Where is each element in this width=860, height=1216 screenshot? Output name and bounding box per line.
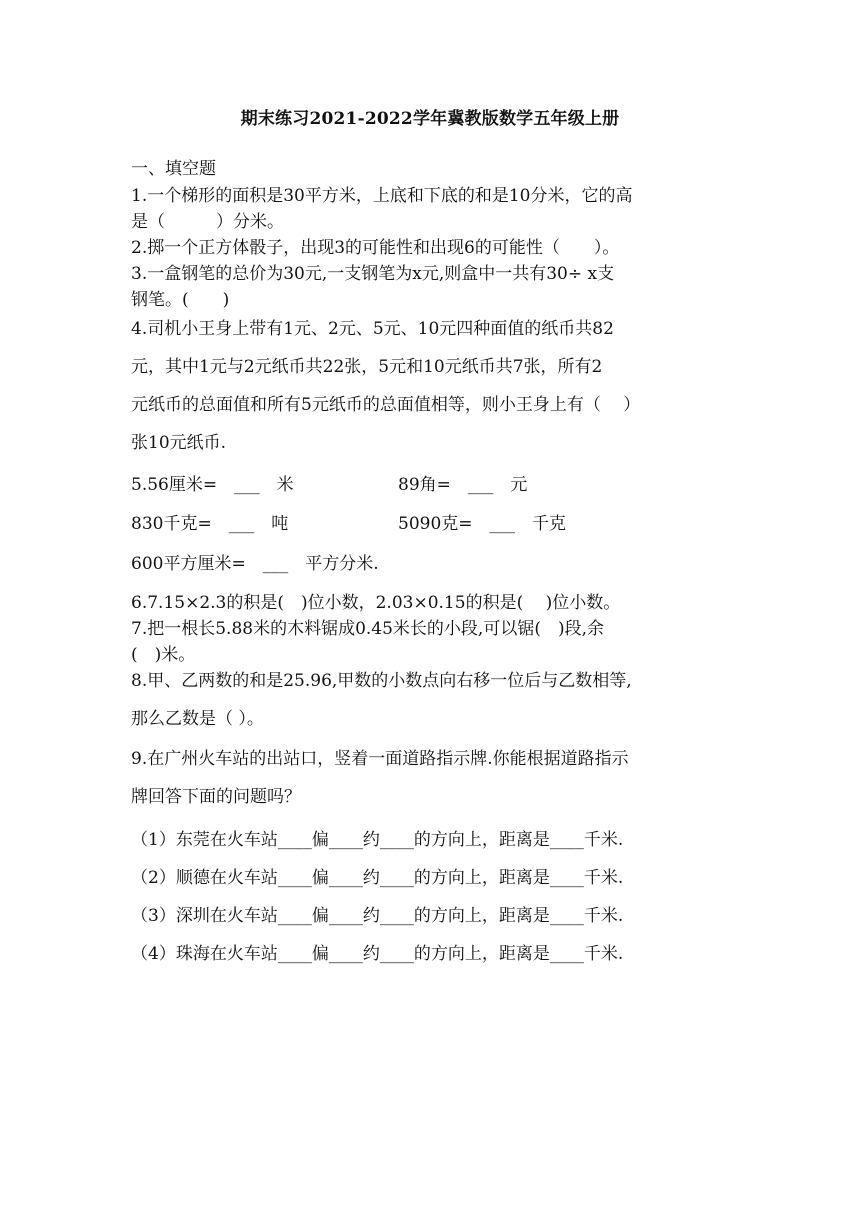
question-9-line-2: 牌回答下面的问题吗？ [131,787,301,807]
question-5-item-3: 830千克= ___ 吨 [131,514,289,534]
question-4-line-1: 4.司机小王身上带有1元、2元、5元、10元四种面值的纸币共82 [131,319,614,339]
question-9-sub-4: （4）珠海在火车站____偏____约____的方向上，距离是____千米. [131,944,624,964]
document-title: 期末练习2021-2022学年冀教版数学五年级上册 [240,109,620,129]
question-5-item-1: 5.56厘米= ___ 米 [131,475,294,495]
question-9-sub-3: （3）深圳在火车站____偏____约____的方向上，距离是____千米. [131,906,624,926]
question-3-line-1: 3.一盒钢笔的总价为30元,一支钢笔为x元,则盒中一共有30÷ x支 [131,264,615,284]
question-5-item-2: 89角= ___ 元 [398,475,528,495]
question-7-line-1: 7.把一根长5.88米的木料锯成0.45米长的小段,可以锯( )段,余 [131,619,604,639]
question-4-line-3: 元纸币的总面值和所有5元纸币的总面值相等，则小王身上有（ ） [131,395,641,415]
question-8-line-2: 那么乙数是（ ）。 [131,709,264,729]
question-4-line-2: 元，其中1元与2元纸币共22张，5元和10元纸币共7张，所有2 [131,357,603,377]
question-1-line-1: 1.一个梯形的面积是30平方米，上底和下底的和是10分米，它的高 [131,186,633,206]
question-4-line-4: 张10元纸币. [131,433,227,453]
question-7-line-2: ( )米。 [131,645,196,665]
question-8-line-1: 8.甲、乙两数的和是25.96,甲数的小数点向右移一位后与乙数相等, [131,671,632,691]
question-3-line-2: 钢笔。( ) [131,290,230,310]
question-5-item-4: 5090克= ___ 千克 [398,514,567,534]
question-1-line-2: 是（ ）分米。 [131,212,284,232]
question-6: 6.7.15×2.3的积是( )位小数，2.03×0.15的积是( )位小数。 [131,593,621,613]
question-9-sub-1: （1）东莞在火车站____偏____约____的方向上，距离是____千米. [131,830,624,850]
question-2: 2.掷一个正方体骰子，出现3的可能性和出现6的可能性（ ）。 [131,238,620,258]
question-5-item-5: 600平方厘米= ___ 平方分米. [131,554,379,574]
question-9-line-1: 9.在广州火车站的出站口，竖着一面道路指示牌.你能根据道路指示 [131,749,629,769]
section-heading: 一、填空题 [131,159,216,179]
question-9-sub-2: （2）顺德在火车站____偏____约____的方向上，距离是____千米. [131,868,624,888]
